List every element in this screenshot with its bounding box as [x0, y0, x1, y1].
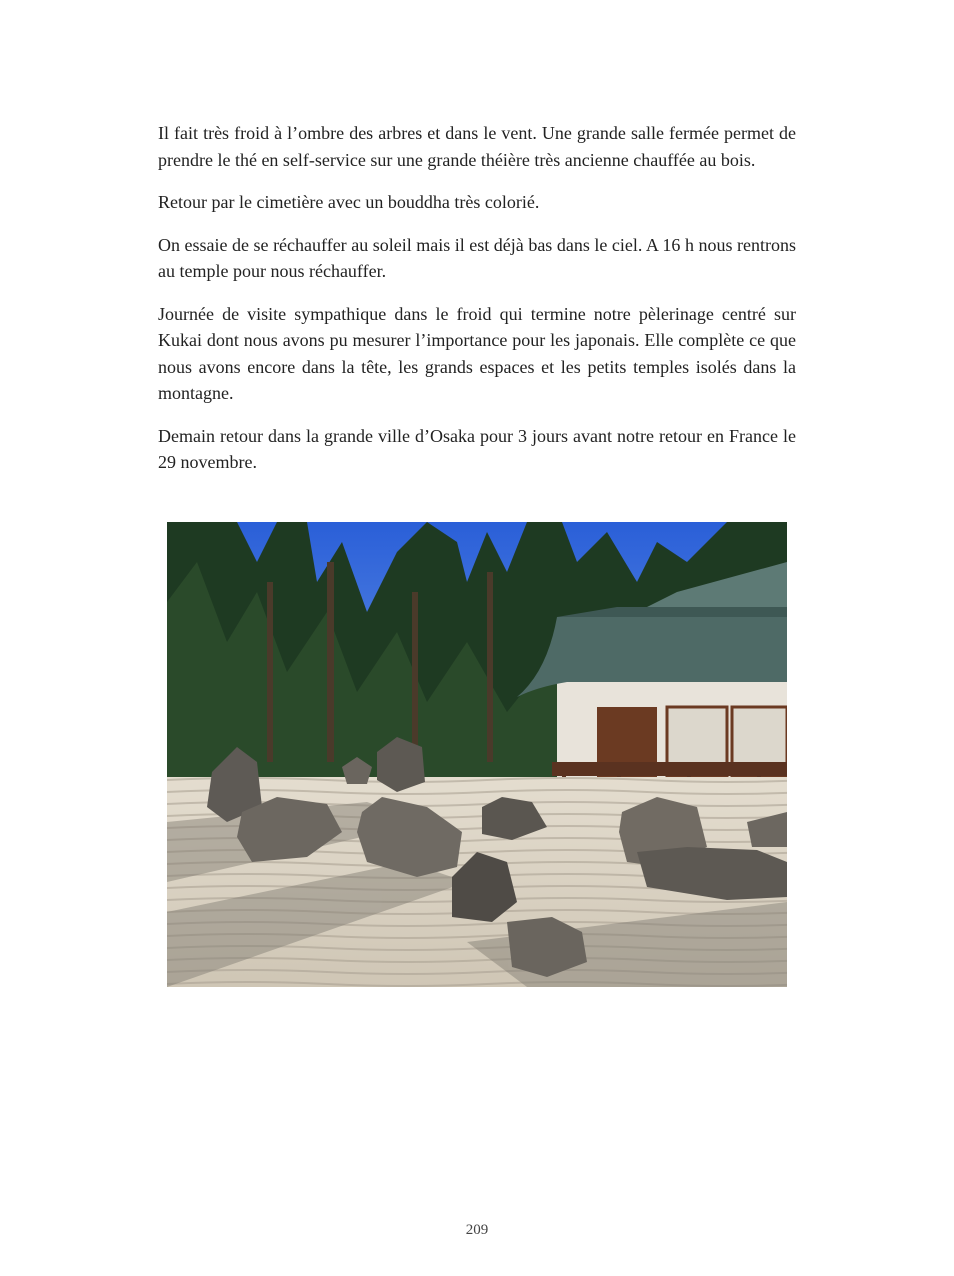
paragraph-1: Il fait très froid à l’ombre des arbres et dans le vent. Une grande salle fermée permet de prendre le thé en self-service sur une grande théière très ancienne chauffée au bois.: [158, 123, 796, 170]
paragraph-4: Journée de visite sympathique dans le froid qui termine notre pèlerinage centré sur Kukai dont nous avons pu mesurer l’importance pour les japonais. Elle complète ce que nous avons encore dans la tête, les grands espaces et les petits temples isolés dans la montagne.: [158, 303, 796, 403]
paragraph-3: On essaie de se réchauffer au soleil mais il est déjà bas dans le ciel. A 16 h nous rentrons au temple pour nous réchauffer.: [158, 234, 796, 281]
body-text: [158, 120, 796, 492]
paragraph-5: Demain retour dans la grande ville d’Osaka pour 3 jours avant notre retour en France le 29 novembre.: [158, 425, 796, 472]
paragraph-2: Retour par le cimetière avec un bouddha très colorié.: [158, 192, 540, 212]
page-number: 209: [465, 1222, 489, 1238]
zen-garden-photo: [167, 522, 787, 987]
